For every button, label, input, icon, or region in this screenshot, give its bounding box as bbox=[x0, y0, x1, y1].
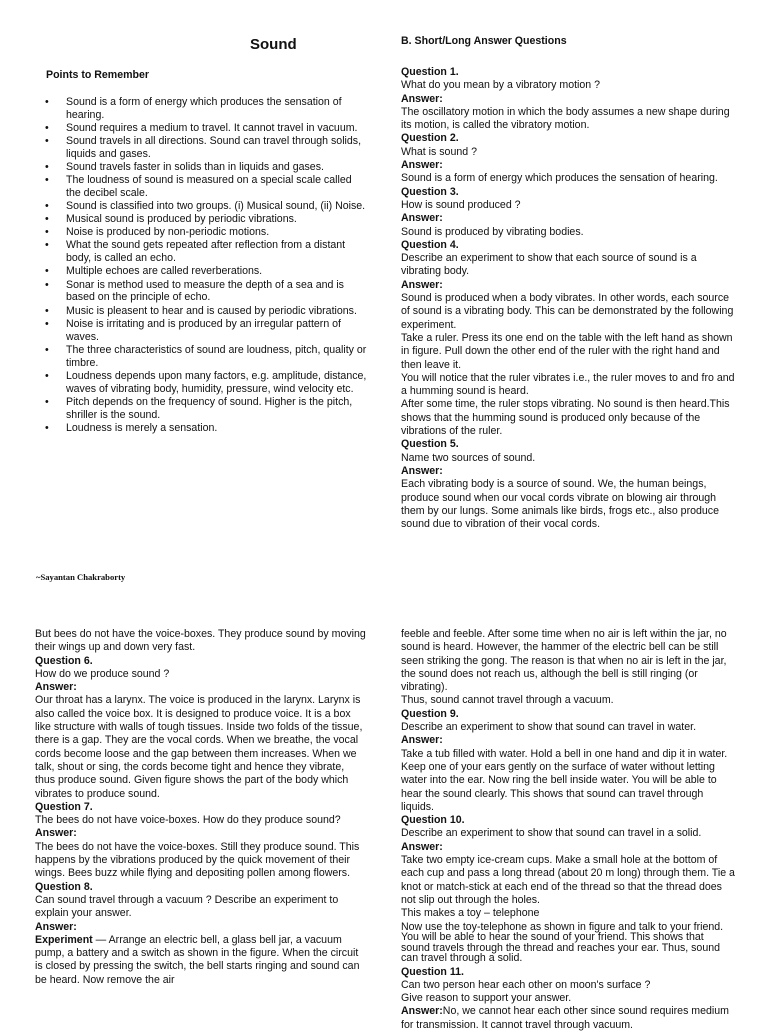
body-text: The bees do not have voice-boxes. How do they produce sound? bbox=[35, 814, 341, 827]
body-text: Take a ruler. Press its one end on the table with the left hand as shown in figure. Pull down the other end of the ruler with the right hand and then leave it. bbox=[401, 331, 733, 371]
bullet-point: • Loudness depends upon many factors, e.g. amplitude, distance, waves of vibrating body, humidity, pressure, wind velocity etc. bbox=[44, 370, 369, 396]
body-text: Sound is produced by vibrating bodies. bbox=[401, 225, 584, 238]
question-heading: Question 3. bbox=[401, 185, 459, 198]
answer-heading: Answer: bbox=[401, 212, 443, 225]
answer-heading: Answer: bbox=[401, 92, 443, 105]
answer-heading: Answer: bbox=[401, 278, 443, 291]
bullet-point: • Music is pleasent to hear and is caused by periodic vibrations. bbox=[44, 305, 369, 318]
question-heading: Question 6. bbox=[35, 654, 93, 667]
body-text: Can sound travel through a vacuum ? Describe an experiment to explain your answer. bbox=[35, 893, 339, 920]
qa-top-right bbox=[401, 66, 735, 531]
bullet-point: • The three characteristics of sound are loudness, pitch, quality or timbre. bbox=[44, 344, 369, 370]
body-text: But bees do not have the voice-boxes. They produce sound by moving their wings up and down very fast. bbox=[35, 628, 366, 654]
bullet-point: • Sound requires a medium to travel. It cannot travel in vacuum. bbox=[44, 122, 369, 135]
bullet-point: • Pitch depends on the frequency of sound. Higher is the pitch, shriller is the sound. bbox=[44, 396, 369, 422]
question-heading: Question 9. bbox=[401, 707, 459, 720]
question-heading: Question 8. bbox=[35, 880, 93, 893]
question-heading: Question 2. bbox=[401, 132, 459, 145]
body-text: Describe an experiment to show that each source of sound is a vibrating body. bbox=[401, 252, 697, 278]
question-heading: Question 4. bbox=[401, 238, 459, 251]
answer-heading: Answer: bbox=[401, 464, 443, 477]
bullet-point: • Sound is classified into two groups. (i) Musical sound, (ii) Noise. bbox=[44, 200, 369, 213]
qa-bottom-left bbox=[35, 628, 367, 987]
answer-heading: Answer:No, we cannot hear each other since sound requires medium for transmission. It cannot travel through vacuum. bbox=[401, 1005, 729, 1031]
bullet-point: • Sound travels faster in solids than in liquids and gases. bbox=[44, 161, 369, 174]
answer-heading: Answer: bbox=[35, 920, 77, 933]
question-heading: Question 5. bbox=[401, 438, 459, 451]
body-text: Take a tub filled with water. Hold a bell in one hand and dip it in water. Keep one of your ears gently on the surface of water without letting water into the ear. Now ring the bell inside water. You will be able to hear the sound clearly. This shows that sound can travel through liquids. bbox=[401, 747, 728, 813]
bullet-point: • Noise is produced by non-periodic motions. bbox=[44, 226, 369, 239]
points-list bbox=[44, 96, 369, 435]
points-heading: Points to Remember bbox=[46, 69, 150, 81]
question-heading: Question 11. bbox=[401, 965, 464, 978]
body-text: Describe an experiment to show that sound can travel in a solid. bbox=[401, 827, 702, 840]
answer-heading: Answer: bbox=[401, 159, 443, 172]
bullet-point: • The loudness of sound is measured on a special scale called the decibel scale. bbox=[44, 174, 369, 200]
body-text: The oscillatory motion in which the body assumes a new shape during its motion, is called the vibratory motion. bbox=[401, 105, 730, 132]
body-text: feeble and feeble. After some time when no air is left within the jar, no sound is heard. However, the hammer of the electric bell can be still seen striking the gong. The reason is that when no air is left in the jar, the sound does not reach us, although the bell is still ringing (or vibrating). bbox=[401, 628, 727, 694]
body-text: After some time, the ruler stops vibrating. No sound is then heard.This shows that the humming sound is produced only because of the vibrations of the ruler. bbox=[401, 398, 730, 438]
answer-heading: Answer: bbox=[35, 681, 77, 694]
bullet-point: • Sonar is method used to measure the depth of a sea and is based on the principle of echo. bbox=[44, 279, 369, 305]
body-text: How do we produce sound ? bbox=[35, 667, 170, 680]
page-title: Sound bbox=[250, 36, 297, 53]
bullet-point: • Multiple echoes are called reverberations. bbox=[44, 265, 369, 278]
qa-bottom-right bbox=[401, 628, 735, 1032]
body-text: Sound is a form of energy which produces the sensation of hearing. bbox=[401, 172, 718, 185]
body-text: What do you mean by a vibratory motion ? bbox=[401, 79, 601, 92]
body-text: Name two sources of sound. bbox=[401, 451, 536, 464]
bullet-point: • Noise is irritating and is produced by an irregular pattern of waves. bbox=[44, 318, 369, 344]
body-text: This makes a toy – telephone bbox=[401, 907, 540, 920]
body-text: Thus, sound cannot travel through a vacuum. bbox=[401, 694, 614, 707]
author-credit: ~Sayantan Chakraborty bbox=[36, 572, 126, 582]
bullet-point: • Sound travels in all directions. Sound can travel through solids, liquids and gases. bbox=[44, 135, 369, 161]
bullet-point: • What the sound gets repeated after reflection from a distant body, is called an echo. bbox=[44, 239, 369, 265]
body-text: What is sound ? bbox=[401, 145, 477, 158]
body-text: How is sound produced ? bbox=[401, 198, 521, 211]
body-text: Give reason to support your answer. bbox=[401, 992, 572, 1005]
body-text: Our throat has a larynx. The voice is produced in the larynx. Larynx is also called the voice box. It is designed to produce voice. It is a box like structure with walls of tough tissues. Inside two folds of the tissue, there is a gap. They are the vocal cords. When we breathe, the vocal cords become loose and the gap between them increases. When we talk, shout or sing, the cords become tight and hence they vibrate, thus produce sound. Given figure shows the part of the body which vibrates to produce sound. bbox=[35, 694, 363, 800]
answer-heading: Answer: bbox=[401, 840, 443, 853]
question-heading: Question 7. bbox=[35, 800, 93, 813]
body-text: Experiment — Arrange an electric bell, a glass bell jar, a vacuum pump, a battery and a switch as shown in the figure. When the circuit is closed by pressing the switch, the bell starts ringing and sound can be heard. Now remove the air bbox=[35, 933, 360, 986]
body-text: Describe an experiment to show that sound can travel in water. bbox=[401, 721, 697, 734]
body-text: Take two empty ice-cream cups. Make a small hole at the bottom of each cup and pass a long thread (about 20 m long) through them. Tie a knot or match-stick at each end of the thread so that the thread does not slip out through the holes. bbox=[401, 854, 735, 906]
bullet-point: • Loudness is merely a sensation. bbox=[44, 422, 369, 435]
bullet-point: • Musical sound is produced by periodic vibrations. bbox=[44, 213, 369, 226]
body-text: The bees do not have the voice-boxes. Still they produce sound. This happens by the vibrations produced by the quick movement of their wings. Bees buzz while flying and depositing pollen among flowers. bbox=[35, 840, 360, 880]
question-heading: Question 10. bbox=[401, 814, 465, 827]
body-text: Can two person hear each other on moon's surface ? bbox=[401, 978, 651, 991]
body-text: Each vibrating body is a source of sound. We, the human beings, produce sound when our vocal cords vibrate on blowing air through them by our lungs. Some animals like birds, frogs etc., also produce sound due to vibration of their vocal cords. bbox=[401, 478, 719, 531]
answer-heading: Answer: bbox=[401, 734, 443, 747]
body-text: Sound is produced when a body vibrates. In other words, each source of sound is a vibrating body. This can be demonstrated by the following experiment. bbox=[401, 292, 734, 331]
bullet-point: • Sound is a form of energy which produces the sensation of hearing. bbox=[44, 96, 369, 122]
answer-heading: Answer: bbox=[35, 827, 77, 840]
question-heading: Question 1. bbox=[401, 66, 459, 78]
section-title: B. Short/Long Answer Questions bbox=[401, 35, 567, 47]
body-text: Now use the toy-telephone as shown in figure and talk to your friend. You will be able to hear the sound of your friend. This shows that sound travels through the thread and reaches your ear. Thus, sound can travel through a solid. bbox=[401, 920, 724, 965]
body-text: You will notice that the ruler vibrates i.e., the ruler moves to and fro and a humming sound is heard. bbox=[401, 371, 735, 398]
